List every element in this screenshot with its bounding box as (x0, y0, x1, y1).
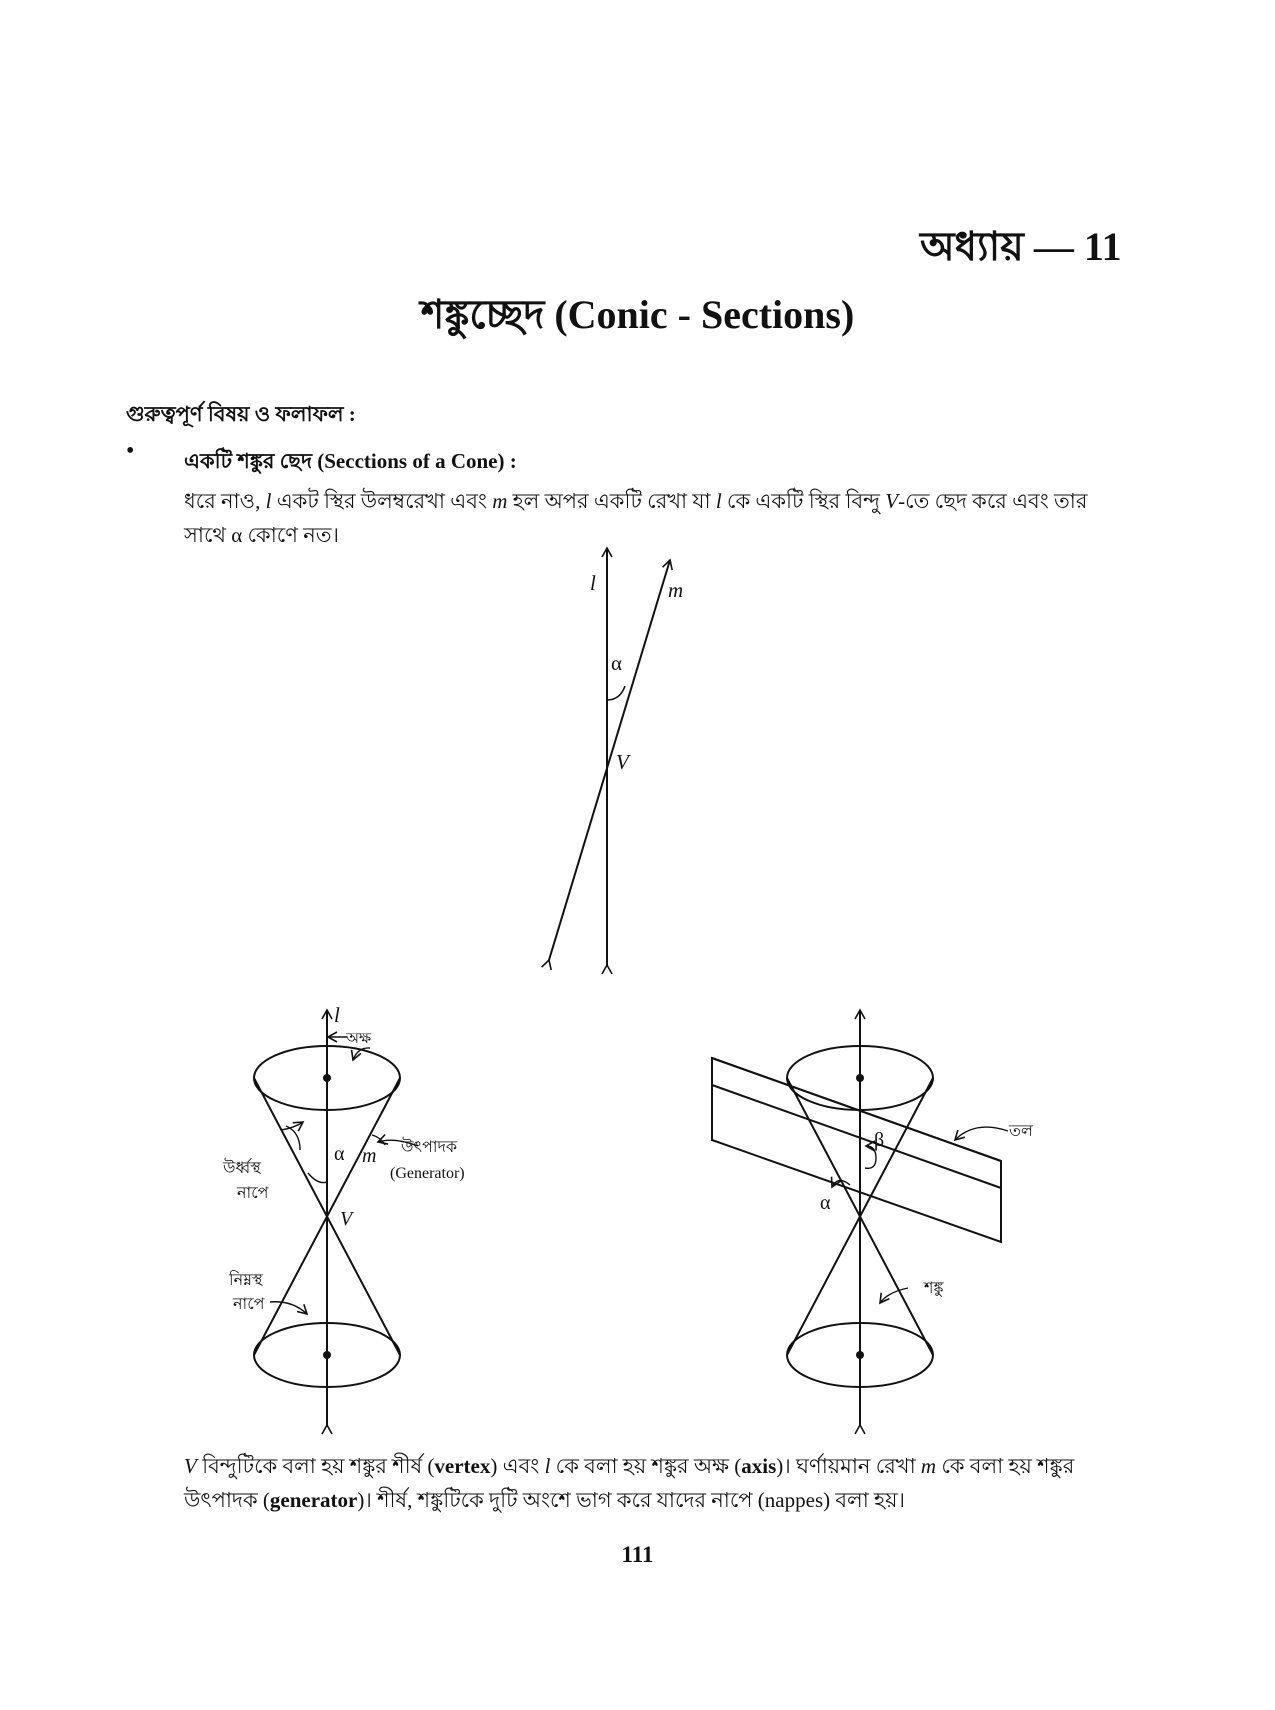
plane-middle-edge (712, 1085, 1001, 1188)
fig2-label-axis: অক্ষ (346, 1031, 372, 1047)
section-subheading: গুরুত্বপূর্ণ বিষয় ও ফলাফল : (126, 402, 356, 426)
fig2-label-m: m (362, 1145, 377, 1167)
fig2-lower-nappe-2: নাপে (233, 1296, 265, 1313)
upper-center-dot (323, 1074, 331, 1082)
fig3-upper-center-dot (856, 1074, 864, 1082)
chapter-number: অধ্যায় — 11 (920, 224, 1122, 269)
outro-paragraph: V বিন্দুটিকে বলা হয় শঙ্কুর শীর্ষ (vertex) এবং l কে বলা হয় শঙ্কুর অক্ষ (axis)। ঘর্ণায়মান রেখা m কে বলা হয় শঙ্কুর উৎপাদক (generator)। শীর্ষ, শঙ্কুটিকে দুটি অংশে ভাগ করে যাদের নাপে (nappes) বলা হয়। (184, 1454, 1075, 1512)
fig3-label-plane: তল (1009, 1123, 1033, 1140)
fig2-upper-nappe-1: উর্ধ্বস্থ (223, 1160, 261, 1177)
fig2-generator-en: (Generator) (390, 1165, 465, 1182)
fig2-generator-bn: উৎপাদক (401, 1139, 458, 1156)
fig2-lower-nappe-1: নিম্নস্থ (229, 1272, 263, 1289)
fig2-label-v: V (340, 1208, 353, 1230)
intro-paragraph: ধরে নাও, l একট স্থির উলম্বরেখা এবং m হল অপর একটি রেখা যা l কে একটি স্থির বিন্দু V-তে ছেদ করে এবং তার সাথে α কোণে নত। (184, 489, 1088, 547)
bullet-icon: • (126, 438, 135, 464)
page-number: 111 (621, 1542, 654, 1567)
plane-top-edge (712, 1058, 1001, 1161)
alpha-arc (308, 1173, 327, 1183)
fig2-label-alpha: α (334, 1143, 345, 1165)
fig2-upper-nappe-2: নাপে (237, 1185, 269, 1202)
fig3-label-alpha: α (820, 1192, 831, 1214)
page-title: শঙ্কুচ্ছেদ (Conic - Sections) (420, 292, 855, 337)
fig2-label-l: l (334, 1003, 340, 1027)
figure-double-cone (254, 1010, 418, 1425)
upper-nappe-pointer (353, 1048, 370, 1060)
label-m: m (668, 578, 684, 602)
figure-cone-plane (712, 1010, 1008, 1425)
plane-face (712, 1058, 1001, 1242)
gen-ptr-tail (372, 1135, 385, 1145)
lower-center-dot (323, 1351, 331, 1359)
line-m (549, 560, 670, 960)
label-v: V (616, 750, 629, 774)
fig3-label-cone: শঙ্কু (924, 1280, 944, 1297)
angle-arc (607, 686, 625, 700)
axis-curl (286, 1126, 300, 1150)
fig3-label-beta: β (874, 1129, 885, 1151)
figure-angle-lines (549, 548, 670, 965)
fig3-lower-center-dot (856, 1351, 864, 1359)
label-alpha: α (611, 651, 623, 675)
label-l: l (590, 571, 596, 595)
plane-pointer (955, 1127, 1008, 1140)
bullet-heading: একটি শঙ্কুর ছেদ (Secctions of a Cone) : (184, 449, 517, 473)
